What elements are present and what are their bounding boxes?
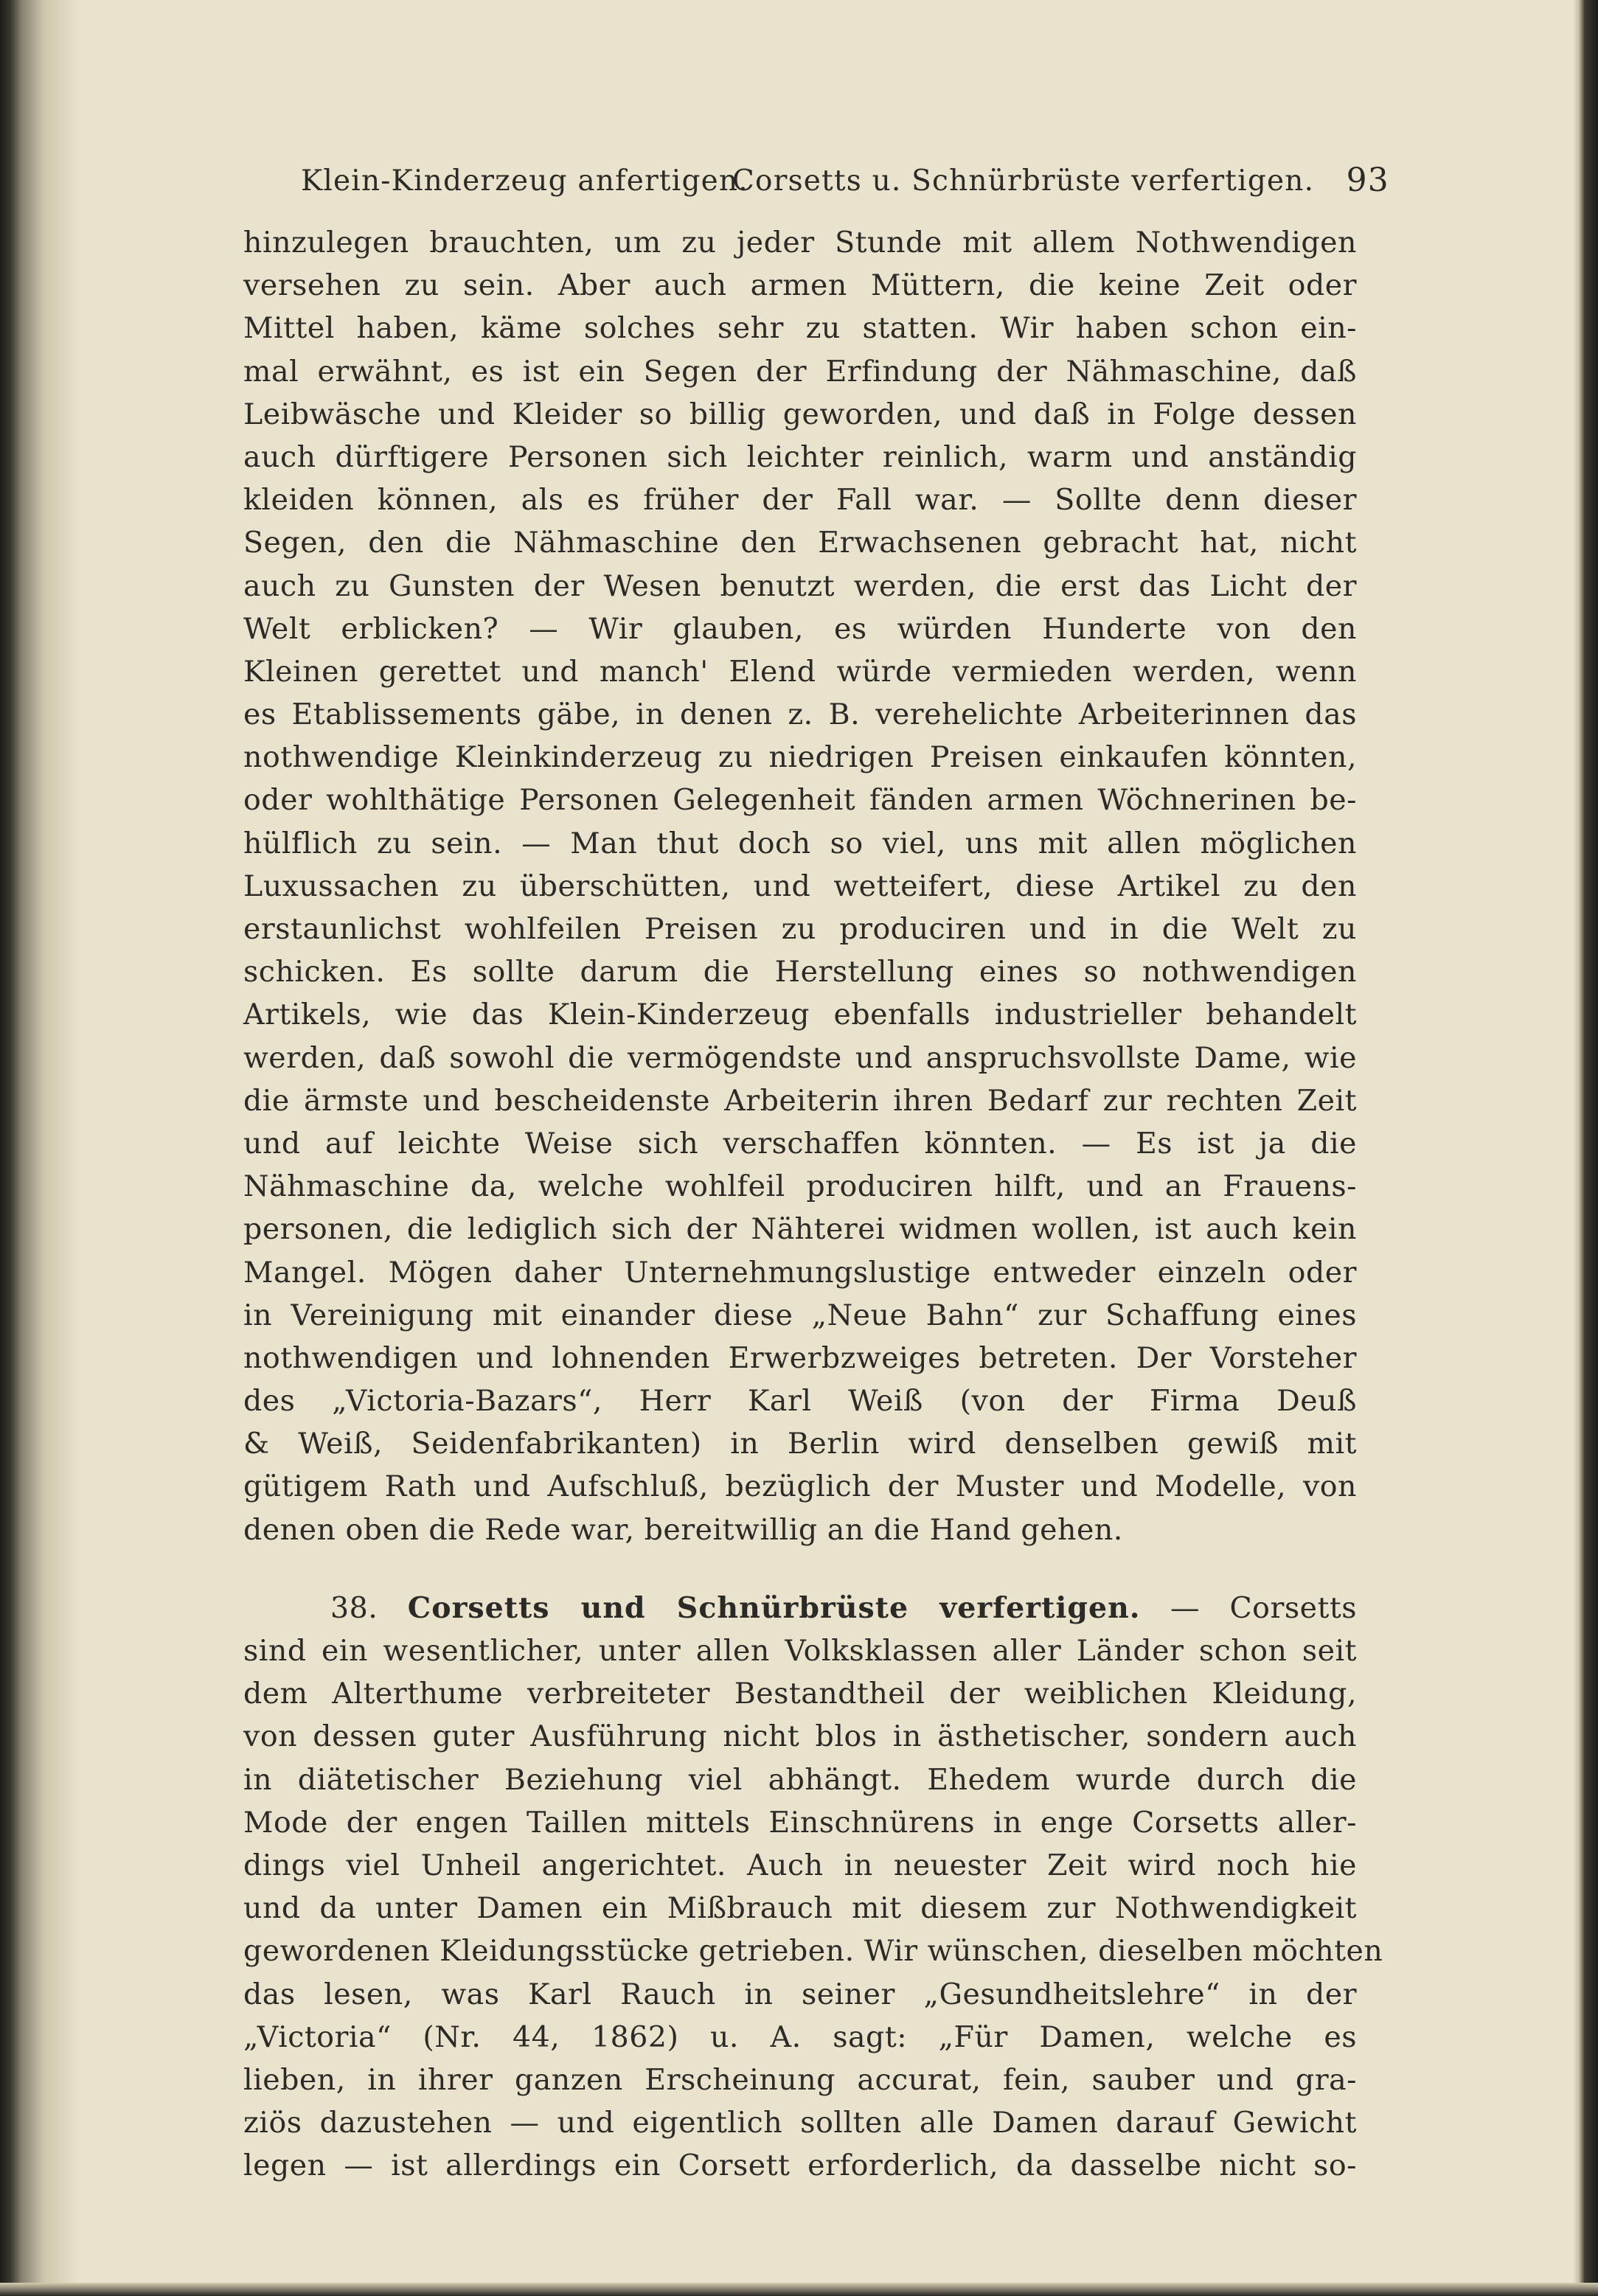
running-header [243,151,1389,203]
text-line: oder wohlthätige Personen Gelegenheit fänden armen Wöchnerinen be- [243,783,1357,818]
text-line: Nähmaschine da, welche wohlfeil produciren hilft, und an Frauens- [243,1169,1357,1204]
paragraph-1 [243,221,1357,1551]
text-line: kleiden können, als es früher der Fall war. — Sollte denn dieser [243,483,1357,518]
text-line: werden, daß sowohl die vermögendste und anspruchsvollste Dame, wie [243,1040,1357,1075]
text-line: Leibwäsche und Kleider so billig geworden, und daß in Folge dessen [243,397,1357,431]
page-bottom-edge [0,2283,1598,2296]
book-gutter-shadow [0,0,81,2296]
text-line: mal erwähnt, es ist ein Segen der Erfindung der Nähmaschine, daß [243,354,1357,389]
text-line: & Weiß, Seidenfabrikanten) in Berlin wird denselben gewiß mit [243,1427,1357,1461]
text-line: das lesen, was Karl Rauch in seiner „Gesundheitslehre“ in der [243,1977,1357,2011]
text-line: erstaunlichst wohlfeilen Preisen zu produciren und in die Welt zu [243,912,1357,946]
text-line: hinzulegen brauchten, um zu jeder Stunde mit allem Nothwendigen [243,226,1357,260]
text-line: schicken. Es sollte darum die Herstellung eines so nothwendigen [243,955,1357,989]
book-page [243,151,1389,2183]
text-line: Segen, den die Nähmaschine den Erwachsenen gebracht hat, nicht [243,526,1357,560]
text-line: dings viel Unheil angerichtet. Auch in neuester Zeit wird noch hie [243,1848,1357,1882]
text-line: Mangel. Mögen daher Unternehmungslustige entweder einzeln oder [243,1255,1357,1290]
header-right-title: Corsetts u. Schnürbrüste verfertigen. [732,164,1315,198]
text-line: auch zu Gunsten der Wesen benutzt werden, die erst das Licht der [243,568,1357,603]
text-line: Artikels, wie das Klein-Kinderzeug ebenfalls industrieller behandelt [243,998,1357,1032]
text-line: und da unter Damen ein Mißbrauch mit diesem zur Nothwendigkeit [243,1891,1357,1926]
text-line: Mittel haben, käme solches sehr zu statten. Wir haben schon ein- [243,311,1357,346]
text-line: in diätetischer Beziehung viel abhängt. Ehedem wurde durch die [243,1762,1357,1797]
header-left-title: Klein-Kinderzeug anfertigen. [301,164,748,198]
text-line: sind ein wesentlicher, unter allen Volksklassen aller Länder schon seit [243,1634,1357,1668]
text-line: auch dürftigere Personen sich leichter reinlich, warm und anständig [243,439,1357,474]
section-title: Corsetts und Schnürbrüste verfertigen. [407,1590,1141,1625]
section-38 [243,1587,1383,2188]
text-line: und auf leichte Weise sich verschaffen könnten. — Es ist ja die [243,1126,1357,1161]
text-line: personen, die lediglich sich der Nähterei widmen wollen, ist auch kein [243,1212,1357,1247]
text-line: von dessen guter Ausführung nicht blos in ästhetischer, sondern auch [243,1719,1357,1754]
text-line: Welt erblicken? — Wir glauben, es würden Hunderte von den [243,611,1357,646]
text-line: gütigem Rath und Aufschluß, bezüglich der Muster und Modelle, von [243,1469,1357,1504]
paragraph-gap [243,1551,1357,1587]
section-first-line-rest: — Corsetts [1170,1590,1358,1625]
text-line: es Etablissements gäbe, in denen z. B. verehelichte Arbeiterinnen das [243,698,1357,732]
text-line: nothwendigen und lohnenden Erwerbzweiges betreten. Der Vorsteher [243,1340,1357,1375]
text-line: in Vereinigung mit einander diese „Neue Bahn“ zur Schaffung eines [243,1298,1357,1332]
text-line: nothwendige Kleinkinderzeug zu niedrigen Preisen einkaufen könnten, [243,740,1357,775]
text-line: „Victoria“ (Nr. 44, 1862) u. A. sagt: „Für Damen, welche es [243,2020,1357,2054]
text-line: ziös dazustehen — und eigentlich sollten alle Damen darauf Gewicht [243,2106,1357,2140]
page-number: 93 [1346,161,1389,199]
text-line: legen — ist allerdings ein Corsett erforderlich, da dasselbe nicht so- [243,2149,1357,2183]
text-line: die ärmste und bescheidenste Arbeiterin ihren Bedarf zur rechten Zeit [243,1083,1357,1118]
text-line: versehen zu sein. Aber auch armen Müttern, die keine Zeit oder [243,268,1357,303]
text-line: lieben, in ihrer ganzen Erscheinung accurat, fein, sauber und gra- [243,2062,1357,2097]
text-line: gewordenen Kleidungsstücke getrieben. Wir wünschen, dieselben möchten [243,1934,1383,1969]
text-line: hülflich zu sein. — Man thut doch so viel, uns mit allen möglichen [243,826,1357,860]
text-line: dem Alterthume verbreiteter Bestandtheil der weiblichen Kleidung, [243,1677,1357,1711]
section-heading-line [243,1587,1357,1629]
text-line: des „Victoria-Bazars“, Herr Karl Weiß (von der Firma Deuß [243,1384,1357,1419]
page-right-edge [1573,0,1598,2296]
text-line: Kleinen gerettet und manch' Elend würde vermieden werden, wenn [243,654,1357,689]
text-line: Mode der engen Taillen mittels Einschnürens in enge Corsetts aller- [243,1805,1357,1840]
text-line: denen oben die Rede war, bereitwillig an die Hand gehen. [243,1512,1123,1547]
page-body [243,221,1383,2187]
section-number: 38. [330,1590,378,1625]
text-line: Luxussachen zu überschütten, und wetteifert, diese Artikel zu den [243,869,1357,903]
